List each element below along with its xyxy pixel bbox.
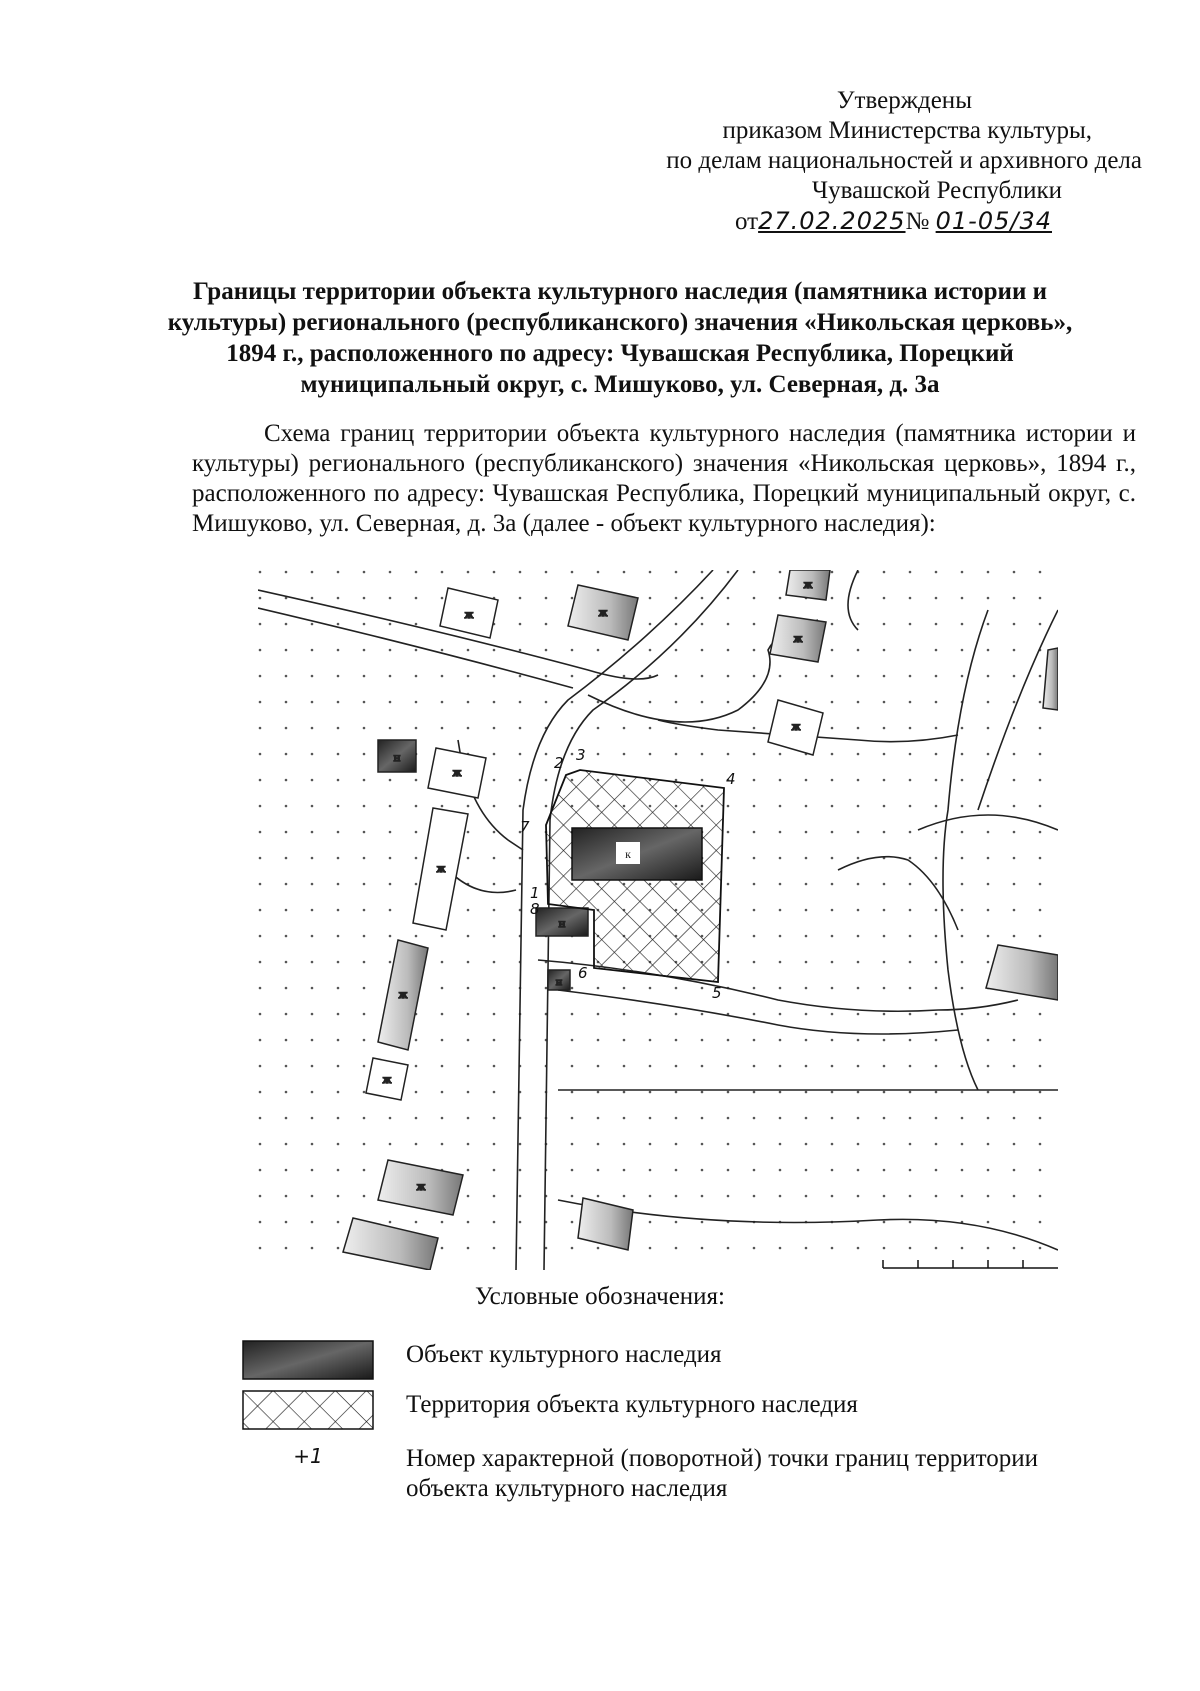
heritage-object-building bbox=[572, 828, 702, 880]
legend-item-heritage-territory bbox=[242, 1390, 1106, 1430]
point-label: 3 bbox=[576, 746, 586, 764]
approval-number: 01-05/34 bbox=[935, 207, 1052, 235]
svg-text:ж: ж bbox=[793, 631, 803, 645]
building bbox=[428, 748, 486, 798]
svg-text:ж: ж bbox=[416, 1179, 426, 1193]
building bbox=[366, 1058, 408, 1100]
svg-text:к: к bbox=[625, 847, 631, 861]
point-label: 8 bbox=[530, 900, 540, 918]
legend-label: Территория объекта культурного наследия bbox=[406, 1391, 858, 1418]
legend-title: Условные обозначения: bbox=[474, 1283, 726, 1310]
svg-text:ж: ж bbox=[803, 577, 813, 591]
heritage-object-symbol bbox=[242, 1340, 374, 1380]
point-label: 6 bbox=[578, 964, 588, 982]
point-label: 5 bbox=[712, 984, 722, 1002]
number-label: № bbox=[905, 208, 930, 235]
heritage-territory-symbol bbox=[242, 1390, 374, 1430]
approval-line4: Чувашской Республики bbox=[811, 177, 1062, 204]
building bbox=[548, 970, 570, 990]
legend-item-heritage-object bbox=[242, 1340, 1106, 1380]
approval-block bbox=[582, 86, 1142, 237]
approval-line2: приказом Министерства культуры, bbox=[722, 117, 1092, 144]
building bbox=[536, 908, 588, 936]
approval-line1: Утверждены bbox=[836, 87, 972, 114]
point-label: 1 bbox=[530, 884, 540, 902]
document-title: Границы территории объекта культурного наследия (памятника истории и культуры) регионального (республиканского) значения «Никольская церковь», 1894 г., расположенного по адресу: Чувашская Республика, Порецкий муниципальный округ, с. Мишуково, ул. Северная, д. 3а bbox=[167, 278, 1073, 398]
svg-text:ж: ж bbox=[464, 607, 474, 621]
building bbox=[770, 615, 826, 662]
point-label: 7 bbox=[520, 818, 530, 836]
approval-line3: по делам национальностей и архивного дела bbox=[666, 147, 1142, 174]
point-number-symbol: +1 bbox=[293, 1444, 323, 1468]
from-label: от bbox=[734, 208, 759, 235]
description-paragraph: Схема границ территории объекта культурного наследия (памятника истории и культуры) регионального (республиканского) значения «Никольская церковь», 1894 г., расположенного по адресу: Чувашская Республика, Порецкий муниципальный округ, с. Мишуково, ул. Северная, д. 3а (далее - объект культурного наследия): bbox=[192, 420, 1136, 537]
approval-date: 27.02.2025 bbox=[758, 207, 906, 235]
svg-text:н: н bbox=[558, 916, 566, 930]
svg-text:ж: ж bbox=[382, 1072, 392, 1086]
legend-item-point-number bbox=[242, 1444, 1106, 1504]
approval-date-line bbox=[735, 206, 1052, 237]
svg-text:ж: ж bbox=[452, 765, 462, 779]
building bbox=[378, 740, 416, 772]
svg-text:ж: ж bbox=[436, 861, 446, 875]
building bbox=[786, 570, 830, 600]
boundary-map bbox=[258, 570, 1058, 1270]
point-label: 4 bbox=[726, 770, 736, 788]
point-label: 2 bbox=[554, 754, 564, 772]
legend-label: Объект культурного наследия bbox=[406, 1341, 722, 1368]
svg-text:ж: ж bbox=[398, 987, 408, 1001]
svg-text:н: н bbox=[393, 750, 401, 764]
legend-label: Номер характерной (поворотной) точки границ территории объекта культурного наследия bbox=[406, 1445, 1039, 1502]
svg-text:н: н bbox=[556, 976, 562, 988]
svg-text:ж: ж bbox=[791, 719, 801, 733]
svg-text:ж: ж bbox=[598, 605, 608, 619]
